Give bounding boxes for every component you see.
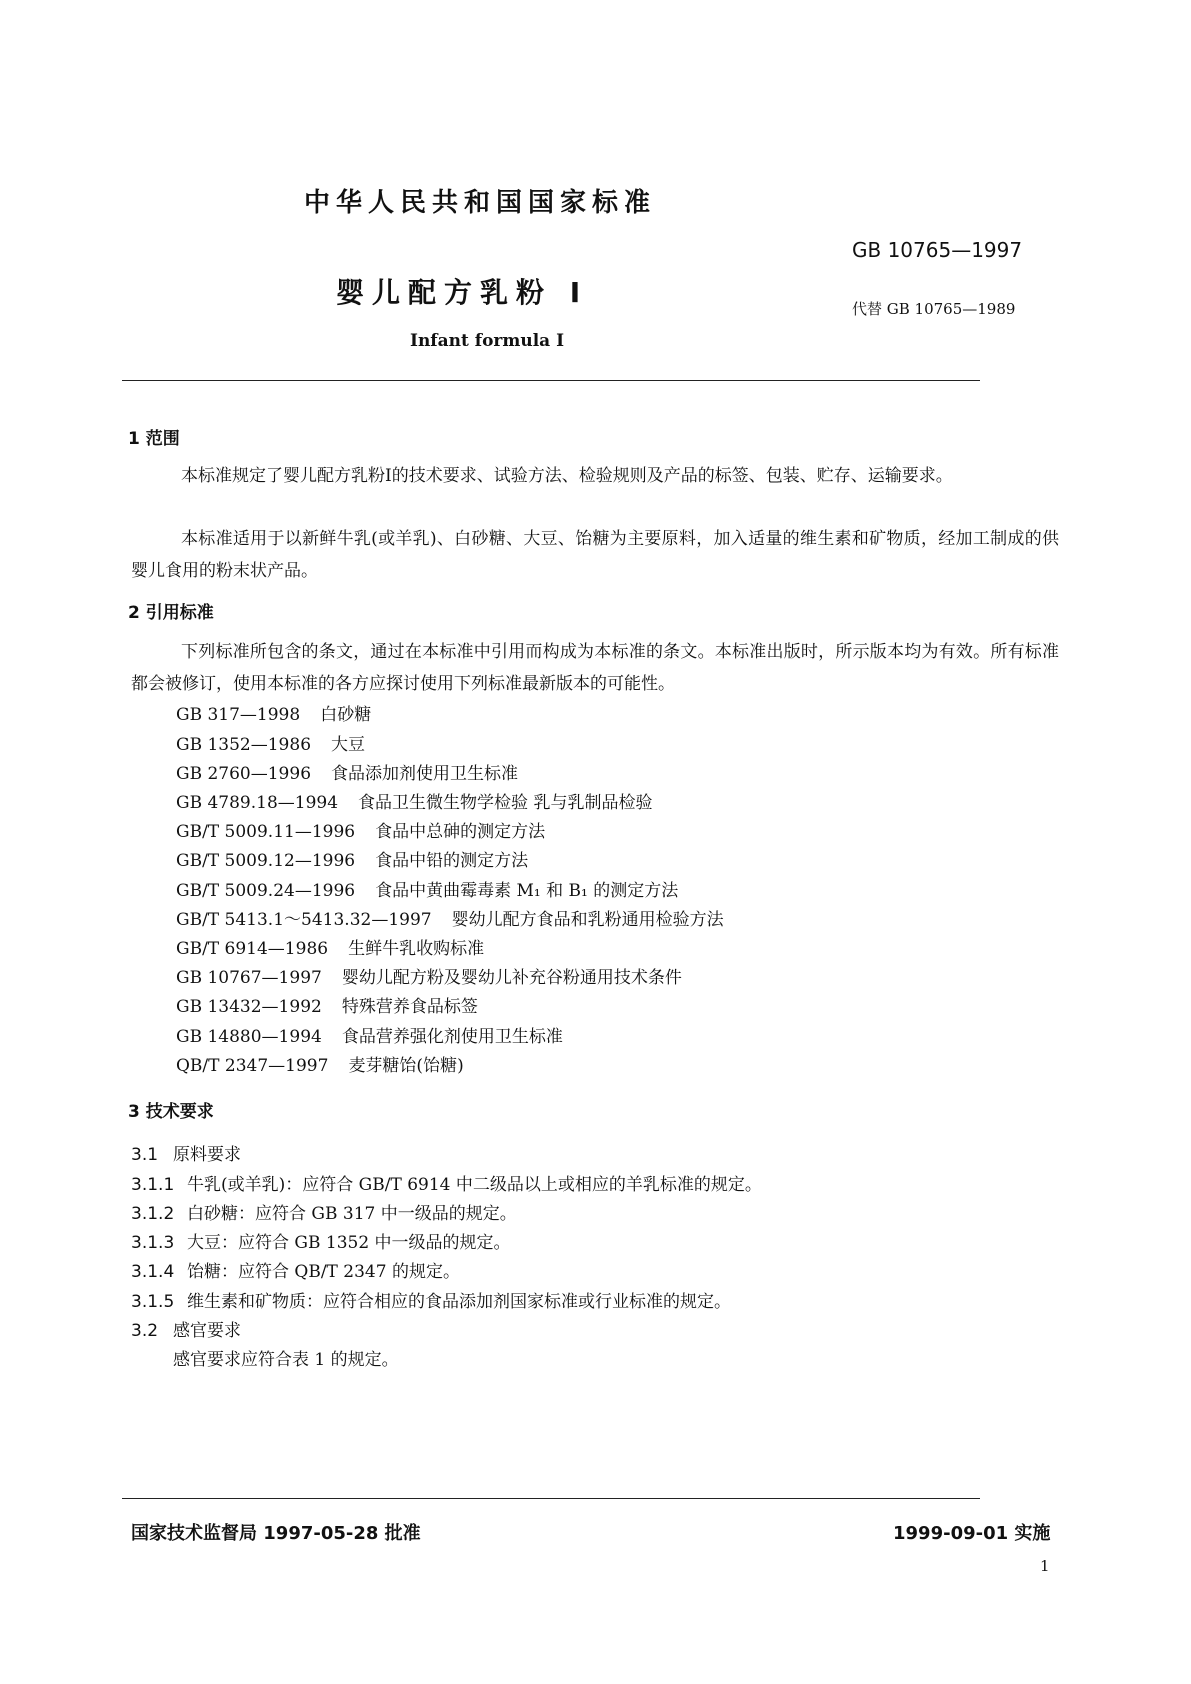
reference-item [176,1022,563,1047]
reference-title: 大豆 [331,735,366,755]
clause-item [131,1199,517,1224]
clause-number: 3.1.5 [131,1292,175,1312]
header-divider [122,380,980,381]
reference-title: 婴幼儿配方粉及婴幼儿补充谷粉通用技术条件 [341,968,682,988]
section-2-paragraph: 下列标准所包含的条文，通过在本标准中引用而构成为本标准的条文。本标准出版时，所示版本均为有效。所有标准都会被修订，使用本标准的各方应探讨使用下列标准最新版本的可能性。 [131,642,1059,694]
clause-text: 牛乳(或羊乳)：应符合 GB/T 6914 中二级品以上或相应的羊乳标准的规定。 [187,1175,762,1195]
implementation-date: 1999-09-01 实施 [893,1523,1051,1544]
clause-number: 3.1.4 [131,1262,175,1282]
reference-item [176,963,682,988]
reference-code: GB/T 6914—1986 [176,939,329,959]
reference-title: 食品卫生微生物学检验 乳与乳制品检验 [358,793,653,813]
reference-title: 生鲜牛乳收购标准 [348,939,485,959]
reference-code: GB 14880—1994 [176,1027,322,1047]
reference-code: GB 2760—1996 [176,764,312,784]
clause-item [131,1228,511,1253]
standard-number: GB 10765—1997 [852,238,1023,262]
clause-text: 大豆：应符合 GB 1352 中一级品的规定。 [187,1233,511,1253]
section-1-paragraph: 本标准规定了婴儿配方乳粉Ⅰ的技术要求、试验方法、检验规则及产品的标签、包装、贮存、运输要求。 [181,466,953,486]
reference-code: GB/T 5413.1～5413.32—1997 [176,910,432,930]
approval-line: 国家技术监督局 1997-05-28 批准 [131,1523,421,1544]
reference-code: GB/T 5009.11—1996 [176,822,356,842]
reference-item [176,730,365,755]
clause-text: 感官要求 [173,1321,241,1341]
clause-text: 原料要求 [173,1145,241,1165]
footer-divider [122,1498,980,1499]
section-2-heading: 2 引用标准 [128,603,214,623]
reference-title: 食品营养强化剂使用卫生标准 [341,1027,563,1047]
section-3-closing: 感官要求应符合表 1 的规定。 [173,1350,399,1370]
reference-item [176,1051,464,1076]
clause-text: 白砂糖：应符合 GB 317 中一级品的规定。 [187,1204,517,1224]
reference-item [176,992,478,1017]
clause-item [131,1287,731,1312]
reference-item [176,759,518,784]
clause-number: 3.1 [131,1145,159,1165]
reference-code: GB/T 5009.12—1996 [176,851,356,871]
clause-number: 3.1.3 [131,1233,175,1253]
reference-code: GB/T 5009.24—1996 [176,881,356,901]
reference-item [176,905,724,930]
reference-item [176,817,545,842]
clause-item [131,1316,241,1341]
country-standard-title: 中华人民共和国国家标准 [304,188,657,218]
reference-title: 食品中黄曲霉毒素 M₁ 和 B₁ 的测定方法 [375,881,679,901]
clause-item [131,1140,241,1165]
reference-title: 白砂糖 [320,705,372,725]
clause-number: 3.1.2 [131,1204,175,1224]
reference-code: GB 317—1998 [176,705,301,725]
reference-item [176,700,371,725]
document-title-english: Infant formula Ⅰ [410,331,565,351]
clause-text: 维生素和矿物质：应符合相应的食品添加剂国家标准或行业标准的规定。 [187,1292,731,1312]
replaces-standard: 代替 GB 10765—1989 [852,300,1016,318]
section-1-heading: 1 范围 [128,429,180,449]
reference-item [176,846,528,871]
clause-text: 饴糖：应符合 QB/T 2347 的规定。 [187,1262,460,1282]
clause-item [131,1170,762,1195]
reference-title: 食品中总砷的测定方法 [375,822,546,842]
section-1-paragraph: 本标准适用于以新鲜牛乳(或羊乳)、白砂糖、大豆、饴糖为主要原料，加入适量的维生素和矿物质，经加工制成的供婴儿食用的粉末状产品。 [131,529,1059,581]
reference-title: 食品添加剂使用卫生标准 [331,764,519,784]
reference-code: GB 13432—1992 [176,997,322,1017]
reference-item [176,788,652,813]
reference-code: GB 1352—1986 [176,735,312,755]
reference-code: QB/T 2347—1997 [176,1056,329,1076]
reference-code: GB 10767—1997 [176,968,322,988]
reference-item [176,876,678,901]
reference-item [176,934,484,959]
reference-title: 特殊营养食品标签 [341,997,478,1017]
clause-number: 3.2 [131,1321,159,1341]
document-title: 婴儿配方乳粉 I [336,276,589,309]
clause-number: 3.1.1 [131,1175,175,1195]
clause-item [131,1257,460,1282]
reference-code: GB 4789.18—1994 [176,793,339,813]
reference-title: 食品中铅的测定方法 [375,851,529,871]
section-3-heading: 3 技术要求 [128,1102,214,1122]
reference-title: 麦芽糖饴(饴糖) [348,1056,464,1076]
reference-title: 婴幼儿配方食品和乳粉通用检验方法 [451,910,724,930]
page-number: 1 [1040,1557,1050,1575]
